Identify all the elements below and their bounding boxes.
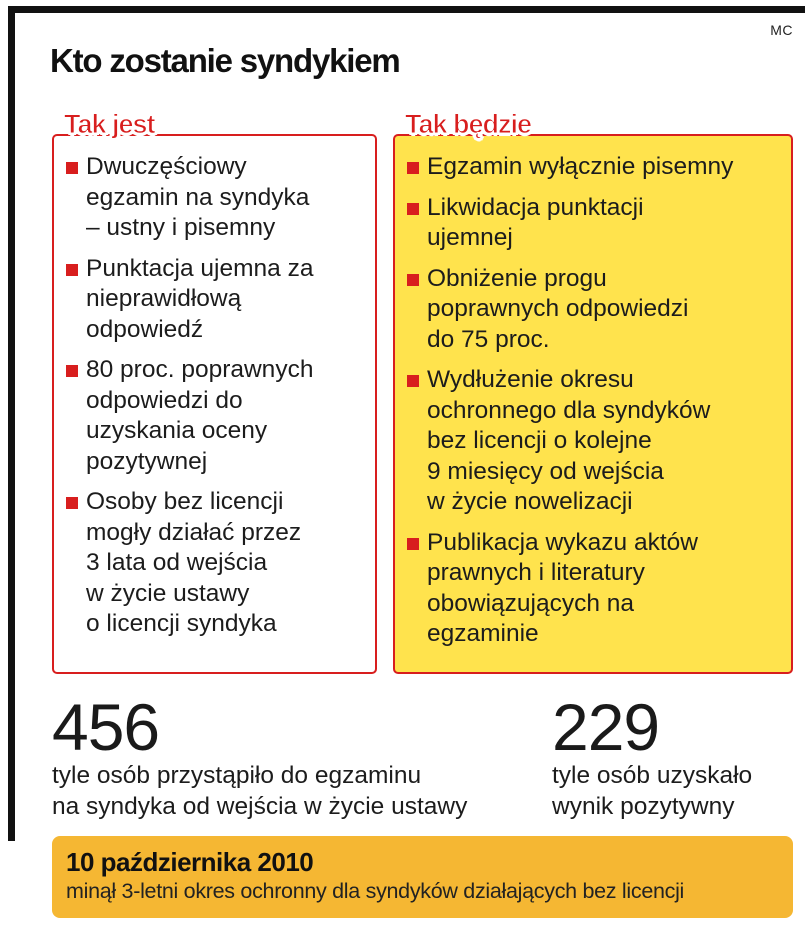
banner-date: 10 października 2010	[66, 847, 314, 877]
top-frame-line	[8, 6, 805, 13]
list-item	[64, 254, 369, 346]
list-item	[405, 152, 790, 183]
banner-text: minął 3-letni okres ochronny dla syndyków działających bez licencji	[66, 879, 685, 903]
stat-passed	[552, 690, 802, 822]
bullet-square-icon	[407, 274, 419, 286]
current-rules-list	[64, 152, 369, 650]
stat-description: tyle osób uzyskało wynik pozytywny	[552, 762, 753, 820]
author-credit: MC	[770, 22, 793, 38]
list-item-text: Dwuczęściowy egzamin na syndyka – ustny i pisemny	[86, 153, 310, 241]
bullet-square-icon	[407, 375, 419, 387]
left-frame-line	[8, 6, 15, 841]
future-rules-list	[405, 152, 790, 660]
stat-number: 229	[552, 690, 660, 764]
bullet-square-icon	[407, 538, 419, 550]
bullet-square-icon	[66, 365, 78, 377]
bullet-square-icon	[66, 497, 78, 509]
list-item-text: Obniżenie progu poprawnych odpowiedzi do 75 proc.	[427, 264, 689, 353]
list-item-text: Wydłużenie okresu ochronnego dla syndyków bez licencji o kolejne 9 miesięcy od wejścia w życie nowelizacji	[427, 366, 711, 515]
list-item-text: 80 proc. poprawnych odpowiedzi do uzyskania oceny pozytywnej	[86, 356, 314, 475]
list-item-text: Punktacja ujemna za nieprawidłową odpowiedź	[86, 254, 314, 343]
stat-number: 456	[52, 690, 160, 764]
list-item	[64, 152, 369, 244]
list-item	[405, 365, 790, 518]
stat-participants	[52, 690, 532, 822]
bullet-square-icon	[407, 203, 419, 215]
list-item	[64, 355, 369, 477]
future-rules-label: Tak będzie	[405, 109, 532, 139]
date-banner	[52, 836, 793, 918]
list-item	[405, 193, 790, 254]
current-rules-label: Tak jest	[64, 109, 155, 139]
bullet-square-icon	[407, 162, 419, 174]
list-item-text: Osoby bez licencji mogły działać przez 3 lata od wejścia w życie ustawy o licencji syndyka	[86, 488, 302, 637]
list-item-text: Likwidacja punktacji ujemnej	[427, 193, 644, 251]
stat-description: tyle osób przystąpiło do egzaminu na syndyka od wejścia w życie ustawy	[52, 762, 468, 820]
bullet-square-icon	[66, 264, 78, 276]
list-item	[405, 528, 790, 650]
list-item-text: Egzamin wyłącznie pisemny	[427, 153, 734, 180]
page-title: Kto zostanie syndykiem	[50, 42, 400, 79]
list-item	[405, 264, 790, 356]
list-item-text: Publikacja wykazu aktów prawnych i literatury obowiązujących na egzaminie	[427, 528, 698, 647]
bullet-square-icon	[66, 162, 78, 174]
list-item	[64, 487, 369, 640]
